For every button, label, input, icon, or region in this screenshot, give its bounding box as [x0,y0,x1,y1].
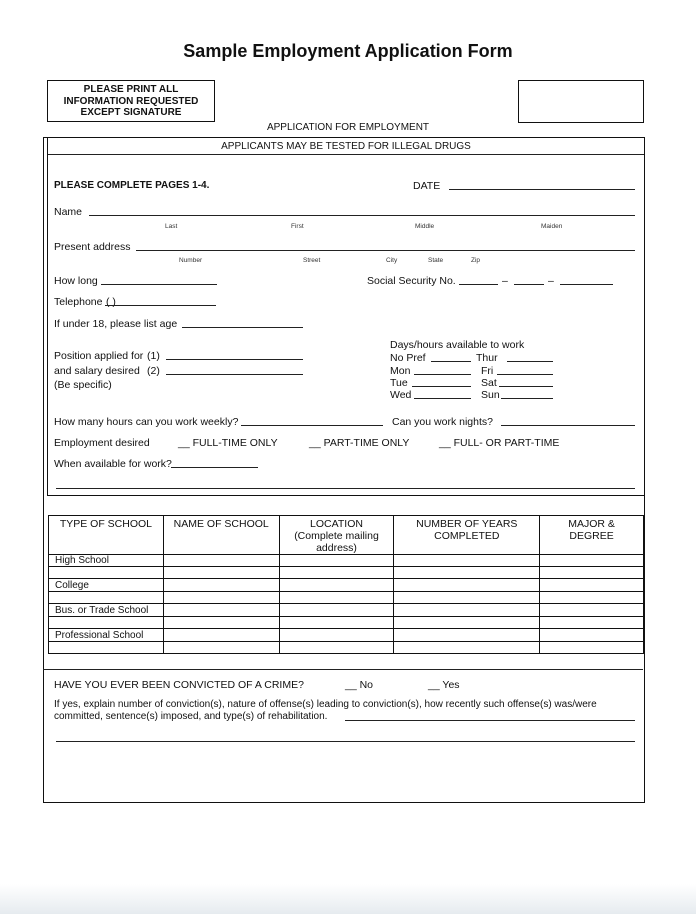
table-row [49,567,644,579]
ssn-field-3[interactable] [560,284,613,285]
table-cell[interactable] [279,592,394,604]
option-part-time[interactable]: __ PART-TIME ONLY [309,437,410,449]
header-major-degree: MAJOR & DEGREE [540,516,644,555]
crime-question: HAVE YOU EVER BEEN CONVICTED OF A CRIME? [54,679,304,691]
table-cell[interactable] [49,642,164,654]
address-part-state: State [428,257,444,264]
hours-weekly-label: How many hours can you work weekly? [54,416,239,428]
position-field-1[interactable] [166,359,303,360]
print-notice-box [47,80,215,122]
day-field-sat[interactable] [499,386,553,387]
table-row [49,617,644,629]
day-field-fri[interactable] [497,374,553,375]
day-label-thur: Thur [476,352,498,364]
table-cell[interactable] [394,604,540,617]
ssn-dash-1: – [502,275,508,287]
name-field[interactable] [89,215,635,216]
ssn-field-2[interactable] [514,284,544,285]
table-cell[interactable] [394,579,540,592]
position-number-2: (2) [147,365,160,377]
available-field[interactable] [171,467,258,468]
table-cell[interactable] [49,617,164,629]
table-cell[interactable] [394,629,540,642]
table-cell[interactable] [540,555,644,567]
table-cell[interactable] [163,629,279,642]
drug-notice: APPLICANTS MAY BE TESTED FOR ILLEGAL DRUGS [221,141,471,152]
day-label-sun: Sun [481,389,500,401]
day-field-no-pref[interactable] [431,361,471,362]
table-cell[interactable] [163,592,279,604]
table-cell[interactable] [394,555,540,567]
how-long-field[interactable] [101,284,217,285]
notice-line-3: EXCEPT SIGNATURE [80,107,182,118]
day-field-mon[interactable] [414,374,471,375]
be-specific-label: (Be specific) [54,379,112,391]
day-label-tue: Tue [390,377,408,389]
address-part-number: Number [179,257,203,264]
table-cell[interactable] [163,579,279,592]
table-cell[interactable] [540,617,644,629]
table-cell[interactable] [540,592,644,604]
table-cell[interactable] [163,567,279,579]
ssn-label: Social Security No. [367,275,456,287]
name-part-first: First [291,223,304,230]
school-type-college: College [49,579,164,592]
table-cell[interactable] [49,592,164,604]
nights-field[interactable] [501,425,635,426]
crime-explain-field-2[interactable] [56,741,635,742]
notice-line-2: INFORMATION REQUESTED [63,95,199,107]
day-field-tue[interactable] [412,386,471,387]
address-part-zip: Zip [471,257,481,264]
date-field[interactable] [449,189,635,190]
school-type-high-school: High School [49,555,164,567]
table-cell[interactable] [279,579,394,592]
day-label-wed: Wed [390,389,412,401]
telephone-field[interactable] [105,305,216,306]
table-cell[interactable] [394,642,540,654]
table-cell[interactable] [540,579,644,592]
name-part-middle: Middle [415,223,435,230]
address-part-city: City [386,257,398,264]
header-type-of-school: TYPE OF SCHOOL [49,516,164,555]
table-row [49,555,644,567]
ssn-dash-2: – [548,275,554,287]
position-label: Position applied for [54,350,144,362]
education-table [48,515,644,654]
table-cell[interactable] [540,629,644,642]
day-label-mon: Mon [390,365,411,377]
days-available-title: Days/hours available to work [390,339,525,351]
crime-yes-option[interactable]: __ Yes [428,679,460,691]
crime-no-option[interactable]: __ No [345,679,374,691]
table-row [49,579,644,592]
table-row [49,592,644,604]
name-part-last: Last [165,223,178,230]
name-part-maiden: Maiden [541,223,563,230]
telephone-area-code: ( ) [106,296,116,308]
address-part-street: Street [303,257,321,264]
notice-line-1: PLEASE PRINT ALL [83,84,179,95]
table-cell[interactable] [163,617,279,629]
day-field-thur[interactable] [507,361,553,362]
header-location: LOCATION (Complete mailing address) [279,516,394,555]
table-cell[interactable] [279,604,394,617]
table-row [49,642,644,654]
option-full-or-part-time[interactable]: __ FULL- OR PART-TIME [439,437,560,449]
personal-notes-line[interactable] [56,488,635,489]
header-name-of-school: NAME OF SCHOOL [163,516,279,555]
under18-label: If under 18, please list age [54,318,178,330]
table-row [49,604,644,617]
available-label: When available for work? [54,458,172,470]
date-label: DATE [413,180,441,192]
position-field-2[interactable] [166,374,303,375]
table-row [49,629,644,642]
name-label: Name [54,206,83,218]
salary-label: and salary desired [54,365,140,377]
crime-explain-line-2: committed, sentence(s) imposed, and type(s) of rehabilitation. [54,711,328,722]
telephone-label: Telephone [54,296,103,308]
day-field-wed[interactable] [414,398,471,399]
position-number-1: (1) [147,350,160,362]
table-cell[interactable] [163,604,279,617]
office-use-box [518,80,644,123]
nights-label: Can you work nights? [392,416,493,428]
table-cell[interactable] [163,642,279,654]
table-cell[interactable] [540,567,644,579]
address-field[interactable] [136,250,635,251]
day-label-no-pref: No Pref [390,352,426,364]
table-cell[interactable] [49,567,164,579]
application-subtitle: APPLICATION FOR EMPLOYMENT [266,122,430,133]
table-cell[interactable] [163,555,279,567]
crime-explain-field[interactable] [345,720,635,721]
table-cell[interactable] [279,567,394,579]
table-cell[interactable] [540,642,644,654]
hours-weekly-field[interactable] [241,425,383,426]
header-years-completed: NUMBER OF YEARS COMPLETED [394,516,540,555]
table-cell[interactable] [279,629,394,642]
under18-field[interactable] [182,327,303,328]
table-cell[interactable] [394,567,540,579]
ssn-field-1[interactable] [459,284,498,285]
table-cell[interactable] [394,592,540,604]
table-cell[interactable] [279,617,394,629]
scan-edge [0,884,696,914]
address-label: Present address [54,241,131,253]
how-long-label: How long [54,275,98,287]
complete-pages-label: PLEASE COMPLETE PAGES 1-4. [54,180,210,191]
option-full-time[interactable]: __ FULL-TIME ONLY [178,437,278,449]
employment-desired-label: Employment desired [54,437,150,449]
table-cell[interactable] [540,604,644,617]
table-cell[interactable] [394,617,540,629]
table-cell[interactable] [279,642,394,654]
day-label-fri: Fri [481,365,494,377]
school-type-professional: Professional School [49,629,164,642]
day-field-sun[interactable] [501,398,553,399]
table-cell[interactable] [279,555,394,567]
crime-explain-line-1: If yes, explain number of conviction(s), nature of offense(s) leading to conviction(s), how recently such offense(s) was/were [54,699,597,710]
day-label-sat: Sat [481,377,497,389]
crime-section-divider [43,669,643,670]
form-title: Sample Employment Application Form [183,41,513,61]
school-type-trade: Bus. or Trade School [49,604,164,617]
